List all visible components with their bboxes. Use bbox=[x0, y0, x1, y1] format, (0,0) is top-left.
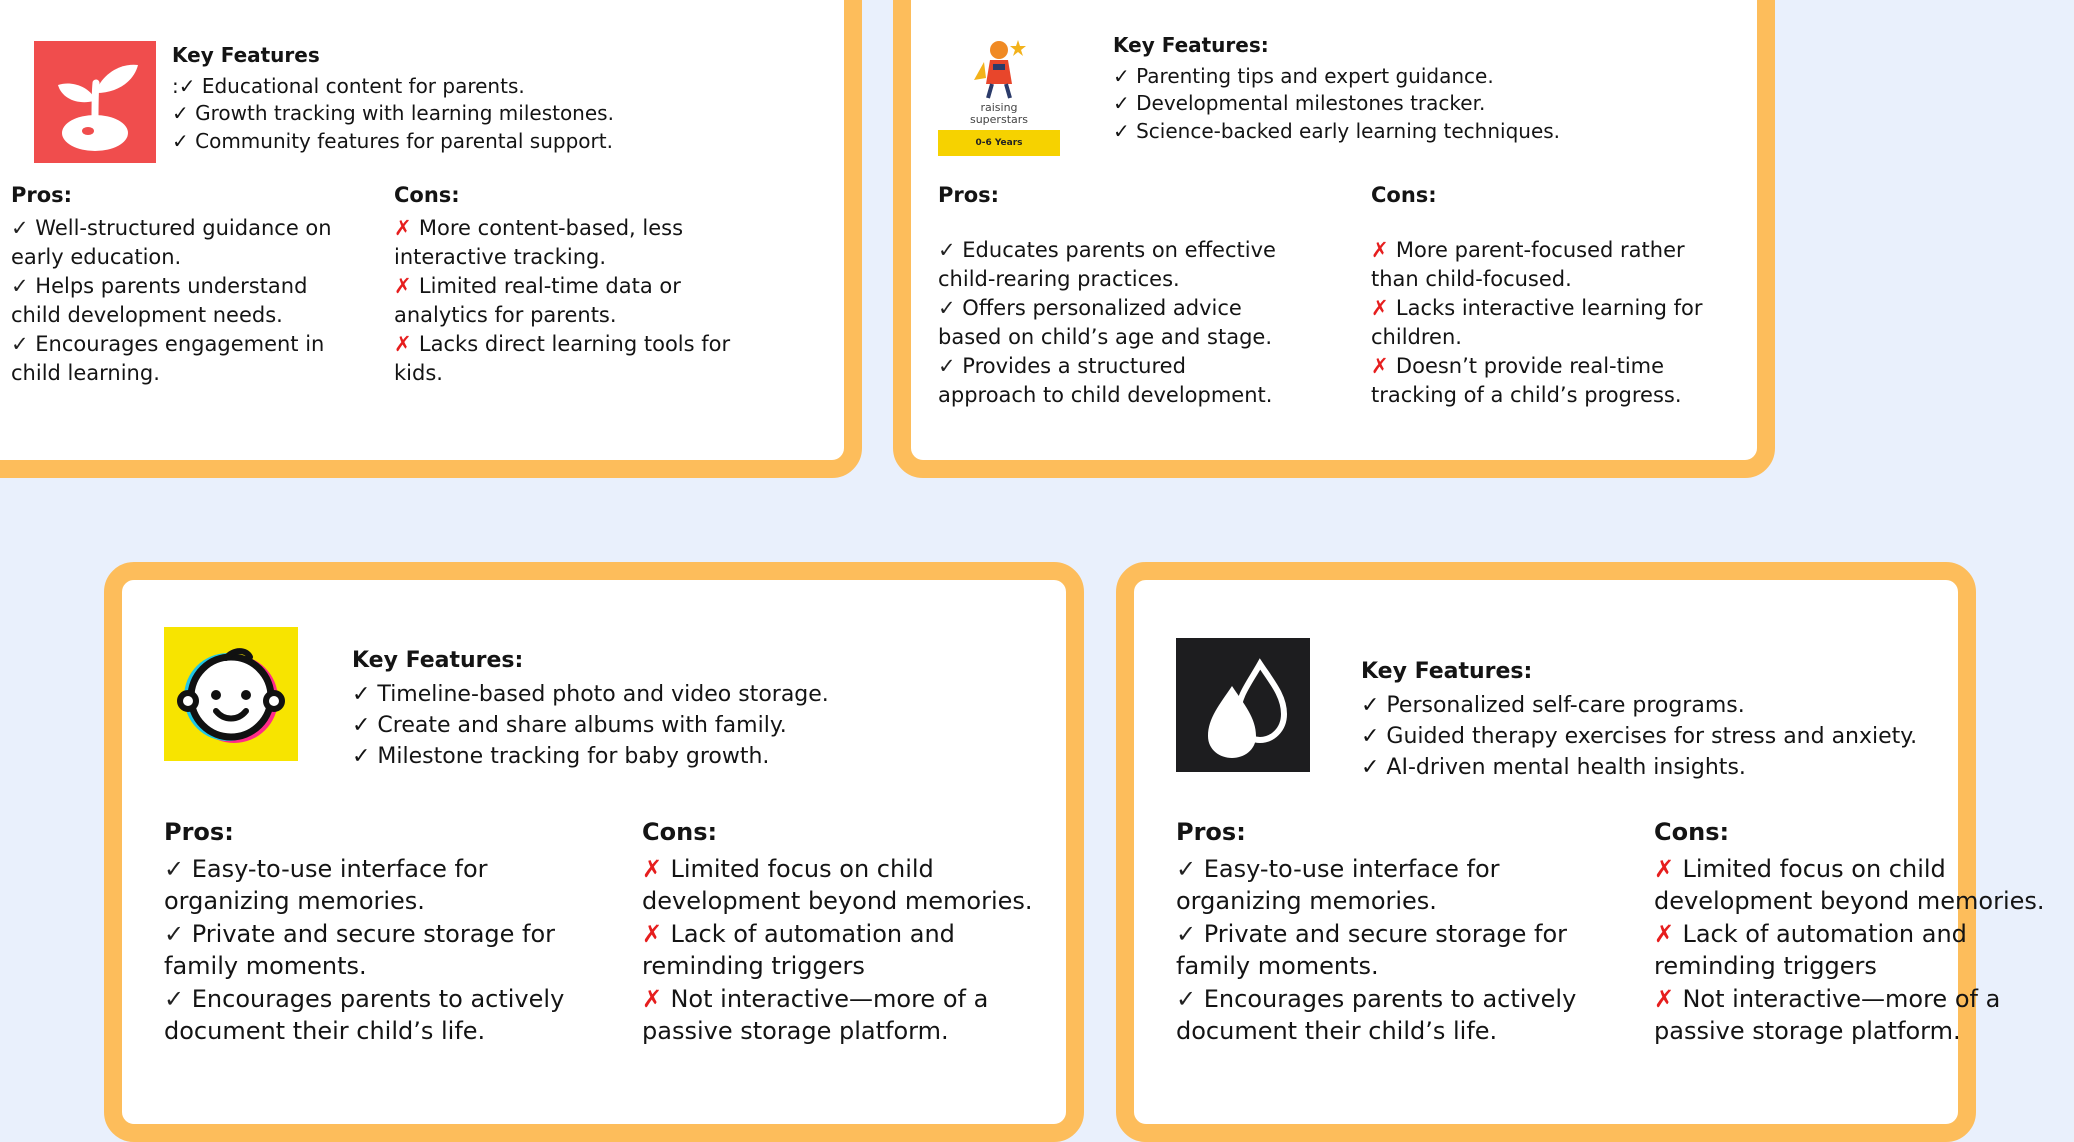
check-icon: ✓ bbox=[164, 854, 192, 883]
age-band: 0-6 Years bbox=[938, 130, 1060, 156]
pros-title: Pros: bbox=[11, 183, 73, 207]
con-item: ✗ Not interactive—more of a passive storage platform. bbox=[642, 984, 989, 1045]
cross-icon: ✗ bbox=[1371, 296, 1396, 320]
cross-icon: ✗ bbox=[642, 854, 671, 883]
con-item: ✗ Limited focus on child development beyond memories. bbox=[1654, 854, 2045, 915]
feature-item: ✓ Science-backed early learning techniques. bbox=[1113, 118, 1561, 143]
cross-icon: ✗ bbox=[1654, 854, 1683, 883]
check-icon: ✓ bbox=[938, 296, 963, 320]
con-item: ✗ Doesn’t provide real-time tracking of a child’s progress. bbox=[1371, 354, 1682, 407]
pro-item: ✓ Offers personalized advice based on child’s age and stage. bbox=[938, 296, 1272, 349]
cross-icon: ✗ bbox=[394, 274, 419, 298]
pro-item: ✓ Private and secure storage for family moments. bbox=[1176, 919, 1568, 980]
pros-column bbox=[1176, 816, 1596, 1048]
water-drops-icon bbox=[1176, 638, 1310, 772]
app-card-1 bbox=[0, 0, 862, 478]
app-logo bbox=[164, 627, 298, 770]
feature-item: ✓ Timeline-based photo and video storage. bbox=[352, 682, 829, 707]
cons-column bbox=[642, 816, 1062, 1048]
key-features-title: Key Features: bbox=[1361, 659, 1533, 684]
app-logo bbox=[938, 34, 1060, 156]
feature-item: ✓ Developmental milestones tracker. bbox=[1113, 91, 1486, 115]
check-icon: ✓ bbox=[11, 216, 36, 240]
key-features bbox=[1113, 32, 1560, 145]
cross-icon: ✗ bbox=[394, 216, 419, 240]
cons-title: Cons: bbox=[642, 818, 718, 846]
pro-item: ✓ Easy-to-use interface for organizing memories. bbox=[1176, 854, 1500, 915]
pros-column bbox=[11, 181, 361, 388]
con-item: ✗ Limited focus on child development beyond memories. bbox=[642, 854, 1033, 915]
key-features bbox=[1361, 656, 1917, 783]
check-icon: ✓ bbox=[938, 238, 963, 262]
feature-item: ✓ Personalized self-care programs. bbox=[1361, 693, 1745, 718]
con-item: ✗ Lacks direct learning tools for kids. bbox=[394, 332, 731, 385]
pro-item: ✓ Provides a structured approach to child development. bbox=[938, 354, 1273, 407]
check-icon: ✓ bbox=[1176, 919, 1204, 948]
feature-item: ✓ Milestone tracking for baby growth. bbox=[352, 744, 770, 769]
pro-item: ✓ Private and secure storage for family moments. bbox=[164, 919, 556, 980]
con-item: ✗ Lacks interactive learning for children. bbox=[1371, 296, 1703, 349]
check-icon: ✓ bbox=[1176, 854, 1204, 883]
key-features bbox=[352, 645, 829, 772]
cross-icon: ✗ bbox=[1371, 238, 1396, 262]
baby-face-icon bbox=[164, 627, 298, 761]
con-item: ✗ Lack of automation and reminding triggers bbox=[642, 919, 955, 980]
check-icon: ✓ bbox=[938, 354, 963, 378]
cross-icon: ✗ bbox=[1371, 354, 1396, 378]
check-icon: ✓ bbox=[11, 274, 36, 298]
pros-column bbox=[164, 816, 584, 1048]
feature-item: ✓ Parenting tips and expert guidance. bbox=[1113, 63, 1494, 88]
app-card-3 bbox=[104, 562, 1084, 1142]
check-icon: ✓ bbox=[164, 919, 192, 948]
pro-item: ✓ Encourages parents to actively document their child’s life. bbox=[1176, 984, 1577, 1045]
cross-icon: ✗ bbox=[1654, 919, 1683, 948]
cons-column bbox=[1654, 816, 2074, 1048]
cons-column bbox=[394, 181, 734, 388]
con-item: ✗ More parent-focused rather than child-focused. bbox=[1371, 238, 1685, 291]
feature-item: ✓ Create and share albums with family. bbox=[352, 713, 787, 738]
feature-item: ✓ Community features for parental support. bbox=[172, 128, 613, 153]
pro-item: ✓ Encourages engagement in child learning. bbox=[11, 332, 325, 385]
key-features-title: Key Features: bbox=[352, 648, 524, 673]
key-features-title: Key Features bbox=[172, 43, 320, 67]
app-card-4 bbox=[1116, 562, 2045, 1142]
con-item: ✗ Not interactive—more of a passive storage platform. bbox=[1654, 984, 2001, 1045]
pros-title: Pros: bbox=[938, 183, 1000, 207]
pro-item: ✓ Well-structured guidance on early education. bbox=[11, 216, 332, 269]
pro-item: ✓ Easy-to-use interface for organizing memories. bbox=[164, 854, 488, 915]
cons-column bbox=[1371, 181, 1716, 410]
brand-line-2: superstars bbox=[969, 113, 1028, 126]
con-item: ✗ Limited real-time data or analytics for parents. bbox=[394, 274, 681, 327]
cross-icon: ✗ bbox=[642, 984, 671, 1013]
cross-icon: ✗ bbox=[642, 919, 671, 948]
app-logo bbox=[1176, 638, 1310, 781]
cons-title: Cons: bbox=[394, 183, 460, 207]
key-features-title: Key Features: bbox=[1113, 33, 1269, 57]
pro-item: ✓ Helps parents understand child development needs. bbox=[11, 274, 308, 327]
cons-title: Cons: bbox=[1654, 818, 1730, 846]
brand-line-1: raising bbox=[980, 101, 1018, 114]
pro-item: ✓ Educates parents on effective child-rearing practices. bbox=[938, 238, 1276, 291]
app-logo bbox=[34, 41, 156, 171]
pros-title: Pros: bbox=[164, 818, 234, 846]
con-item: ✗ More content-based, less interactive tracking. bbox=[394, 216, 684, 269]
check-icon: ✓ bbox=[164, 984, 192, 1013]
con-item: ✗ Lack of automation and reminding triggers bbox=[1654, 919, 1967, 980]
cross-icon: ✗ bbox=[394, 332, 419, 356]
feature-item: :✓ Educational content for parents. bbox=[172, 73, 525, 98]
pro-item: ✓ Encourages parents to actively document their child’s life. bbox=[164, 984, 565, 1045]
cons-title: Cons: bbox=[1371, 183, 1437, 207]
cross-icon: ✗ bbox=[1654, 984, 1683, 1013]
pros-title: Pros: bbox=[1176, 818, 1246, 846]
feature-item: ✓ AI-driven mental health insights. bbox=[1361, 755, 1746, 780]
check-icon: ✓ bbox=[11, 332, 36, 356]
feature-item: ✓ Growth tracking with learning milestones. bbox=[172, 101, 614, 125]
key-features bbox=[172, 42, 614, 155]
check-icon: ✓ bbox=[1176, 984, 1204, 1013]
pros-column bbox=[938, 181, 1288, 410]
app-card-2 bbox=[893, 0, 1775, 478]
feature-item: ✓ Guided therapy exercises for stress and anxiety. bbox=[1361, 724, 1918, 749]
sprout-icon bbox=[34, 41, 156, 163]
superstar-kid-icon bbox=[938, 34, 1060, 102]
